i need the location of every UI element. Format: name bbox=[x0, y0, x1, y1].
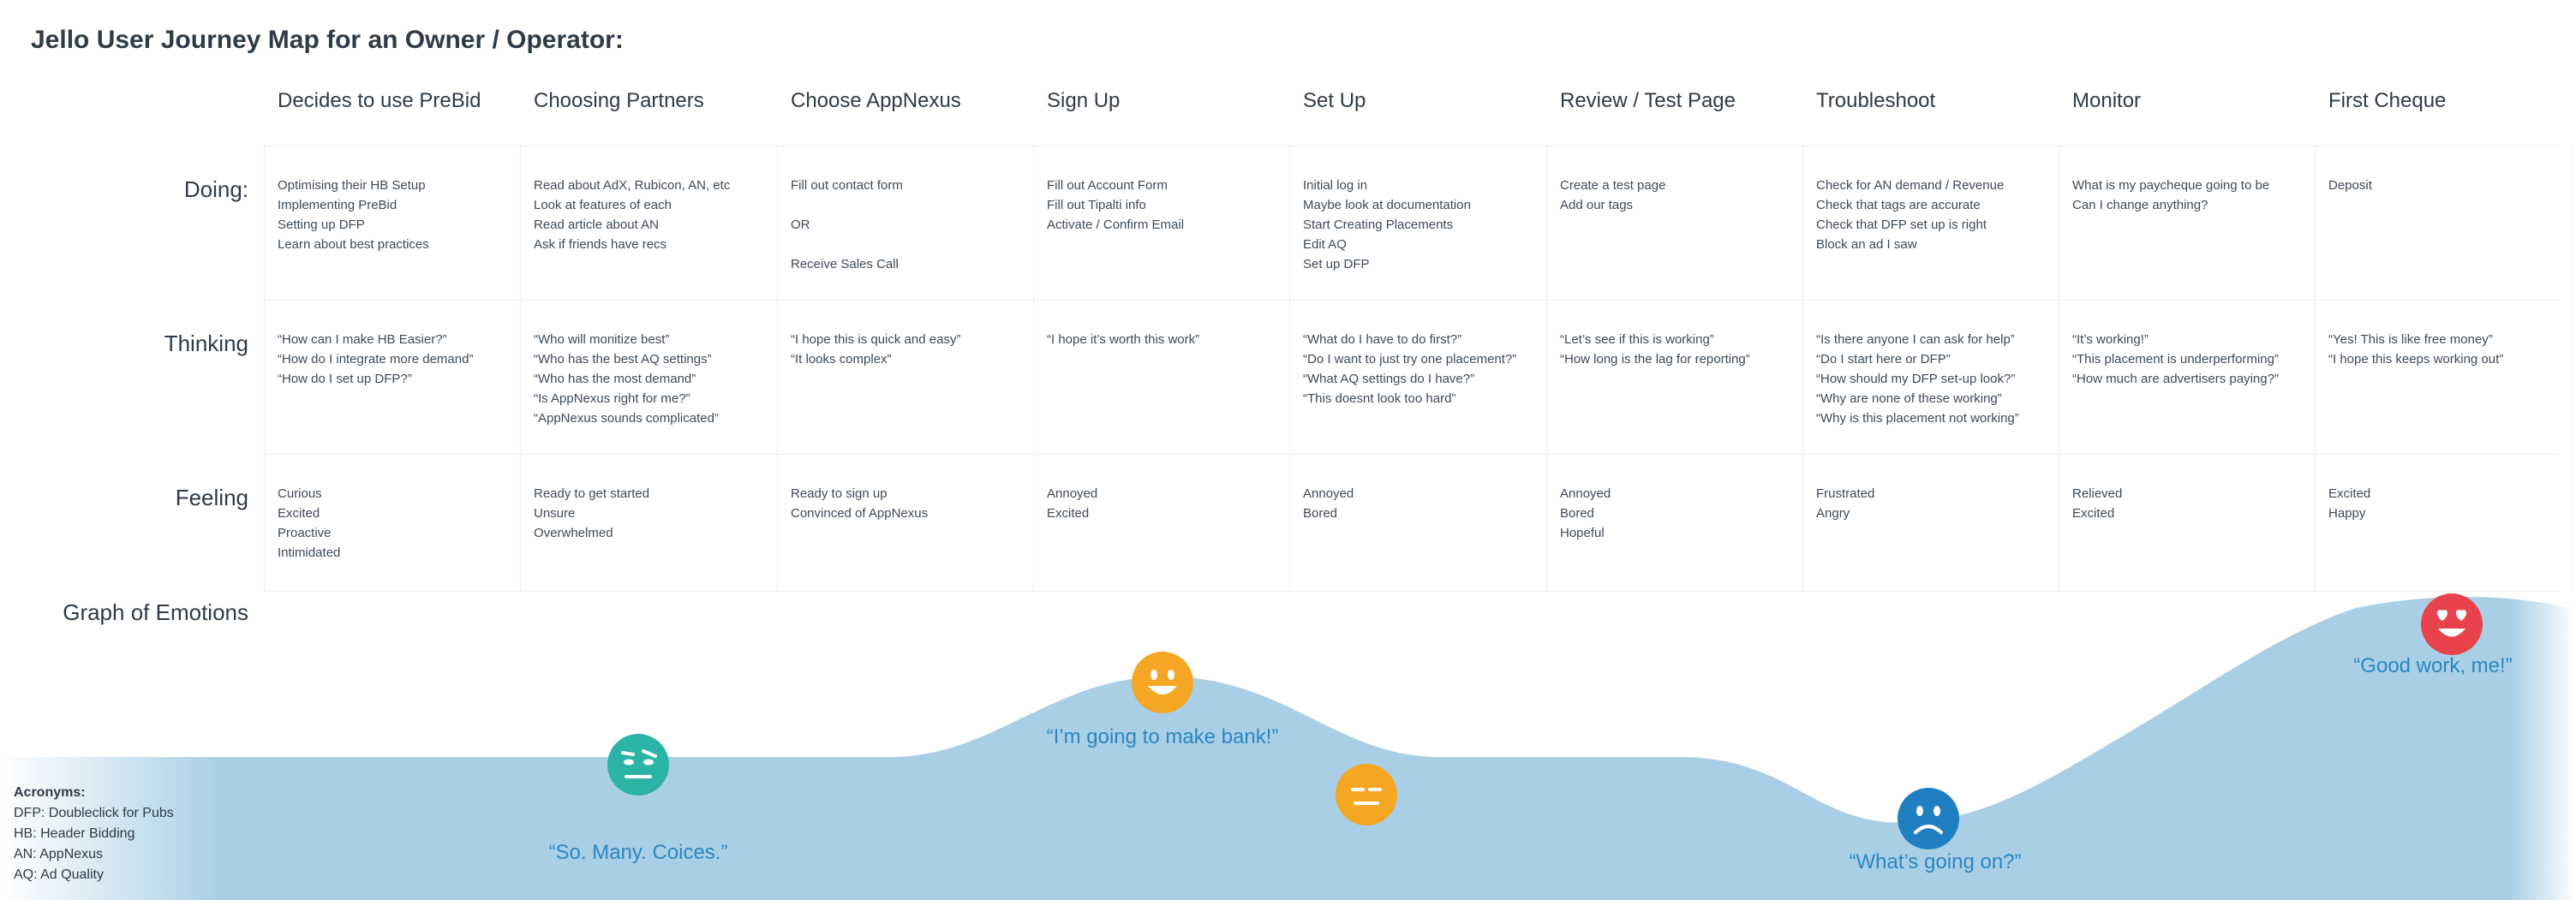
stage-doing-cell bbox=[1303, 176, 1543, 274]
stage-doing-cell bbox=[791, 176, 1031, 274]
doing-line: Can I change anything? bbox=[2072, 198, 2208, 212]
row-label-graph: Graph of Emotions bbox=[63, 599, 248, 625]
thinking-line: “Let’s see if this is working” bbox=[1560, 332, 1714, 347]
feeling-line: Relieved bbox=[2072, 486, 2123, 501]
thinking-line: “What do I have to do first?” bbox=[1303, 332, 1462, 347]
thinking-line: “It looks complex” bbox=[791, 352, 892, 367]
grid-column-divider bbox=[264, 146, 265, 591]
acronyms-legend bbox=[14, 783, 174, 885]
stage-feeling-cell bbox=[1303, 484, 1543, 523]
thinking-line: “Who will monitize best” bbox=[534, 332, 670, 347]
doing-line: Optimising their HB Setup bbox=[278, 178, 426, 193]
doing-line: Create a test page bbox=[1560, 178, 1666, 193]
thinking-line: “Do I want to just try one placement?” bbox=[1303, 352, 1517, 367]
doing-line: Fill out Tipalti info bbox=[1047, 198, 1146, 212]
stage-header: Decides to use PreBid bbox=[278, 89, 481, 112]
acronym-item: HB: Header Bidding bbox=[14, 826, 135, 841]
feeling-line: Hopeful bbox=[1560, 526, 1605, 540]
stage-doing-cell bbox=[1816, 176, 2056, 254]
grid-column-divider bbox=[520, 146, 521, 591]
thinking-line: “Is there anyone I can ask for help” bbox=[1816, 332, 2015, 347]
doing-line: Read about AdX, Rubicon, AN, etc bbox=[534, 178, 731, 193]
stage-feeling-cell bbox=[2072, 484, 2312, 523]
thinking-line: “Why are none of these working” bbox=[1816, 391, 2002, 406]
sad-face-icon bbox=[1898, 788, 1959, 849]
thinking-line: “This placement is underperforming” bbox=[2072, 352, 2279, 367]
stage-header: First Cheque bbox=[2328, 89, 2447, 112]
thinking-line: “Why is this placement not working” bbox=[1816, 411, 2019, 426]
thinking-line: “How do I set up DFP?” bbox=[278, 372, 412, 386]
neutral-face-icon bbox=[1336, 764, 1397, 825]
feeling-line: Convinced of AppNexus bbox=[791, 506, 929, 521]
row-label-thinking: Thinking bbox=[164, 331, 248, 356]
thinking-line: “This doesnt look too hard” bbox=[1303, 391, 1456, 406]
doing-line: Fill out contact form bbox=[791, 178, 903, 193]
doing-line: Add our tags bbox=[1560, 198, 1634, 212]
emotion-quote: “What’s going on?” bbox=[1849, 850, 2022, 873]
thinking-line: “I hope this keeps working out” bbox=[2328, 352, 2504, 367]
stage-feeling-cell bbox=[1560, 484, 1800, 543]
stage-doing-cell bbox=[2072, 176, 2312, 215]
stage-header: Troubleshoot bbox=[1816, 89, 1936, 112]
feeling-line: Ready to get started bbox=[534, 486, 650, 501]
stage-feeling-cell bbox=[791, 484, 1031, 523]
grid-column-divider bbox=[1033, 146, 1034, 591]
grid-column-divider bbox=[2572, 146, 2573, 591]
stage-thinking-cell bbox=[1303, 330, 1543, 408]
thinking-line: “How do I integrate more demand” bbox=[278, 352, 474, 367]
acronym-item: AN: AppNexus bbox=[14, 847, 104, 861]
doing-line: OR bbox=[791, 218, 810, 232]
doing-line: Block an ad I saw bbox=[1816, 237, 1917, 252]
thinking-line: “AppNexus sounds complicated” bbox=[534, 411, 719, 426]
stage-thinking-cell bbox=[1047, 330, 1287, 349]
doing-line: Ask if friends have recs bbox=[534, 237, 667, 252]
doing-line: Fill out Account Form bbox=[1047, 178, 1168, 193]
grid-column-divider bbox=[1802, 146, 1803, 591]
doing-line: Implementing PreBid bbox=[278, 198, 397, 212]
stage-header: Choosing Partners bbox=[534, 89, 704, 112]
thinking-line: “How much are advertisers paying?” bbox=[2072, 372, 2279, 386]
stage-header: Review / Test Page bbox=[1560, 89, 1736, 112]
grid-column-divider bbox=[777, 146, 778, 591]
thinking-line: “How should my DFP set-up look?” bbox=[1816, 372, 2016, 386]
emotion-quote: “Good work, me!” bbox=[2353, 654, 2513, 677]
feeling-line: Bored bbox=[1303, 506, 1338, 521]
feeling-line: Overwhelmed bbox=[534, 526, 613, 540]
doing-line: Receive Sales Call bbox=[791, 257, 899, 271]
stage-feeling-cell bbox=[2328, 484, 2568, 523]
feeling-line: Intimidated bbox=[278, 545, 341, 560]
doing-line: Check for AN demand / Revenue bbox=[1816, 178, 2005, 193]
doing-line: Initial log in bbox=[1303, 178, 1368, 193]
feeling-line: Annoyed bbox=[1560, 486, 1611, 501]
stage-header: Monitor bbox=[2072, 89, 2142, 112]
grid-column-divider bbox=[1546, 146, 1547, 591]
stage-feeling-cell bbox=[278, 484, 517, 563]
stage-feeling-cell bbox=[1047, 484, 1287, 523]
acronym-item: DFP: Doubleclick for Pubs bbox=[14, 806, 174, 820]
feeling-line: Excited bbox=[2328, 486, 2371, 501]
page-title: Jello User Journey Map for an Owner / Operator: bbox=[31, 26, 624, 54]
wave-fade-right bbox=[2510, 591, 2576, 900]
thinking-line: “How long is the lag for reporting” bbox=[1560, 352, 1750, 367]
doing-line: Set up DFP bbox=[1303, 257, 1370, 271]
stage-doing-cell bbox=[2328, 176, 2568, 195]
doing-line: Edit AQ bbox=[1303, 237, 1347, 252]
feeling-line: Proactive bbox=[278, 526, 332, 540]
stage-doing-cell bbox=[278, 176, 517, 254]
thinking-line: “I hope it’s worth this work” bbox=[1047, 332, 1200, 347]
stage-header: Sign Up bbox=[1047, 89, 1121, 112]
stage-thinking-cell bbox=[2328, 330, 2568, 369]
stage-doing-cell bbox=[534, 176, 774, 254]
grid-column-divider bbox=[2315, 146, 2316, 591]
thinking-line: “I hope this is quick and easy” bbox=[791, 332, 961, 347]
doing-line: Read article about AN bbox=[534, 218, 659, 232]
thinking-line: “Yes! This is like free money” bbox=[2328, 332, 2493, 347]
feeling-line: Annoyed bbox=[1303, 486, 1354, 501]
feeling-line: Excited bbox=[1047, 506, 1090, 521]
feeling-line: Bored bbox=[1560, 506, 1595, 521]
doing-line: Activate / Confirm Email bbox=[1047, 218, 1185, 232]
feeling-line: Happy bbox=[2328, 506, 2366, 521]
grid-row-divider bbox=[264, 300, 2560, 301]
stage-thinking-cell bbox=[791, 330, 1031, 369]
row-label-doing: Doing: bbox=[183, 176, 248, 202]
feeling-line: Excited bbox=[2072, 506, 2115, 521]
stage-feeling-cell bbox=[1816, 484, 2056, 523]
skeptical-face-icon bbox=[607, 734, 669, 796]
grid-column-divider bbox=[1289, 146, 1290, 591]
stage-doing-cell bbox=[1560, 176, 1800, 215]
emotion-quote: “I’m going to make bank!” bbox=[1046, 725, 1279, 748]
doing-line: Deposit bbox=[2328, 178, 2372, 193]
acronyms-heading: Acronyms: bbox=[14, 785, 86, 800]
stage-thinking-cell bbox=[1816, 330, 2056, 428]
stage-thinking-cell bbox=[2072, 330, 2312, 389]
doing-line bbox=[791, 195, 1031, 215]
doing-line bbox=[791, 235, 1031, 254]
stage-thinking-cell bbox=[278, 330, 517, 389]
stage-thinking-cell bbox=[1560, 330, 1800, 369]
doing-line: Look at features of each bbox=[534, 198, 672, 212]
feeling-line: Ready to sign up bbox=[791, 486, 888, 501]
doing-line: Start Creating Placements bbox=[1303, 218, 1454, 232]
thinking-line: “What AQ settings do I have?” bbox=[1303, 372, 1475, 386]
doing-line: What is my paycheque going to be bbox=[2072, 178, 2270, 193]
feeling-line: Angry bbox=[1816, 506, 1850, 521]
thinking-line: “Who has the most demand” bbox=[534, 372, 696, 386]
doing-line: Maybe look at documentation bbox=[1303, 198, 1471, 212]
doing-line: Learn about best practices bbox=[278, 237, 429, 252]
stage-header: Choose AppNexus bbox=[791, 89, 961, 112]
stage-thinking-cell bbox=[534, 330, 774, 428]
happy-face-icon bbox=[1132, 652, 1193, 713]
feeling-line: Unsure bbox=[534, 506, 576, 521]
doing-line: Check that tags are accurate bbox=[1816, 198, 1981, 212]
feeling-line: Excited bbox=[278, 506, 320, 521]
thinking-line: “How can I make HB Easier?” bbox=[278, 332, 447, 347]
thinking-line: “Do I start here or DFP” bbox=[1816, 352, 1951, 367]
emotion-quote: “So. Many. Coices.” bbox=[548, 841, 728, 864]
stage-doing-cell bbox=[1047, 176, 1287, 235]
stage-feeling-cell bbox=[534, 484, 774, 543]
doing-line: Setting up DFP bbox=[278, 218, 365, 232]
thinking-line: “Is AppNexus right for me?” bbox=[534, 391, 690, 406]
doing-line: Check that DFP set up is right bbox=[1816, 218, 1987, 232]
thinking-line: “It’s working!” bbox=[2072, 332, 2149, 347]
acronym-item: AQ: Ad Quality bbox=[14, 867, 104, 882]
feeling-line: Frustrated bbox=[1816, 486, 1875, 501]
grid-row-divider bbox=[264, 454, 2560, 455]
heart-eyes-face-icon bbox=[2421, 593, 2483, 655]
row-label-feeling: Feeling bbox=[175, 485, 248, 510]
thinking-line: “Who has the best AQ settings” bbox=[534, 352, 712, 367]
stage-header: Set Up bbox=[1303, 89, 1366, 112]
grid-row-divider bbox=[264, 591, 2560, 592]
feeling-line: Curious bbox=[278, 486, 322, 501]
emotion-wave bbox=[0, 597, 2576, 900]
feeling-line: Annoyed bbox=[1047, 486, 1098, 501]
